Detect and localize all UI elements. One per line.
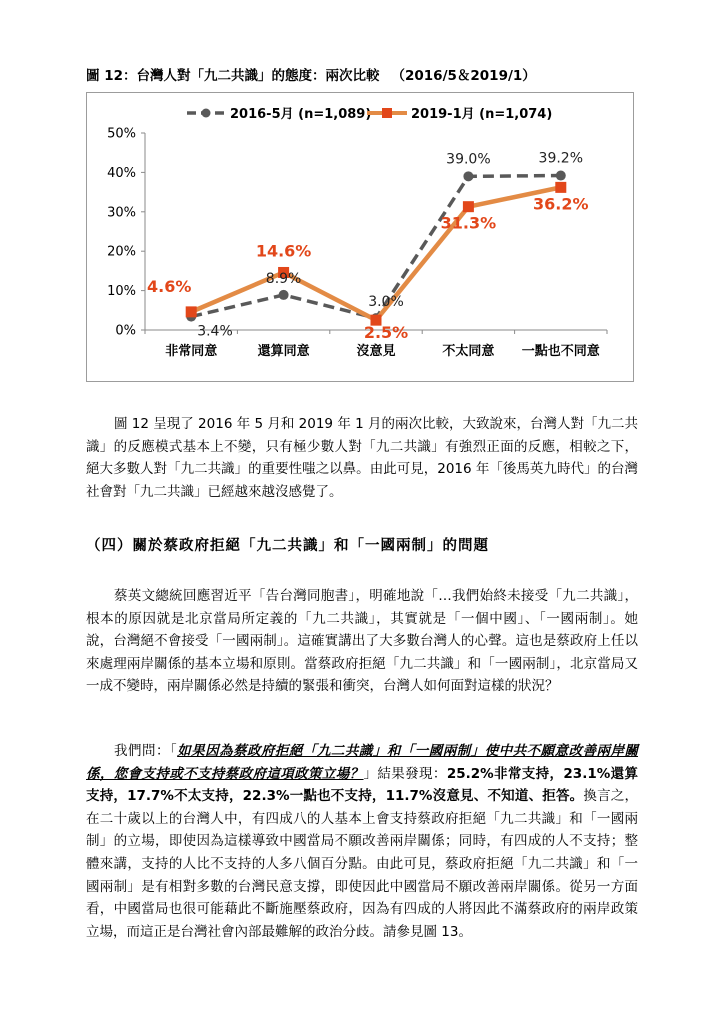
series-2-data-label: 4.6% [147,276,192,296]
survey-interpretation: 換言之，在二十歲以上的台灣人中，有四成八的人基本上會支持蔡政府拒絕「九二共識」和「一國兩制」的立場，即使因為這樣導致中國當局不願改善兩岸關係；同時，有四成的人不支持；整體來講，支持的人比不支持的人多八個百分點。由此可見，蔡政府拒絕「九二共識」和「一國兩制」是有相對多數的台灣民意支撐，即使因此中國當局不願改善兩岸關係。從另一方面看，中國當局也很可能藉此不斷施壓蔡政府，因為有四成的人將因此不滿蔡政府的兩岸政策立場，而這正是台灣社會內部最難解的政治分歧。請參見圖 13。 [86,788,638,940]
line-chart [87,93,633,381]
paragraph-tsai-response: 蔡英文總統回應習近平「告台灣同胞書」，明確地說「…我們始終未接受「九二共識」，根本的原因就是北京當局所定義的「九二共識」，其實就是「一個中國」、「一國兩制」。她說，台灣絕不會接受「一國兩制」。這確實講出了大多數台灣人的心聲。這也是蔡政府上任以來處理兩岸關係的基本立場和原則。當蔡政府拒絕「九二共識」和「一國兩制」，北京當局又一成不變時，兩岸關係必然是持續的緊張和衝突，台灣人如何面對這樣的狀況？ [86,588,638,695]
legend-label-series-2: 2019-1月 (n=1,074) [411,107,553,122]
chart-frame [86,92,634,382]
series-2-point [555,182,566,193]
section-heading: （四）關於蔡政府拒絕「九二共識」和「一國兩制」的問題 [86,537,489,554]
question-intro: 我們問：「 [114,743,178,759]
figure-caption [86,64,646,84]
y-tick-label: 0% [115,323,136,339]
legend-label-series-1: 2016-5月 (n=1,089) [230,107,372,122]
figure-title: 圖 12：台灣人對「九二共識」的態度：兩次比較 [86,68,380,84]
x-tick-label: 沒意見 [356,344,396,359]
paragraph-figure-12-summary: 圖 12 呈現了 2016 年 5 月和 2019 年 1 月的兩次比較，大致說來，台灣人對「九二共識」的反應模式基本上不變，只有極少數人對「九二共識」有強烈正面的反應，相較之下，絕大多數人對「九二共識」的重要性嗤之以鼻。由此可見，2016 年「後馬英九時代」的台灣社會對「九二共識」已經越來越沒感覺了。 [86,416,638,500]
series-1-point [463,171,473,181]
series-2-data-label: 31.3% [440,213,497,233]
y-tick-label: 10% [107,284,136,300]
legend-marker-series-1 [202,109,211,118]
series-2-point [463,201,474,212]
question-close: 」結果發現： [363,765,447,782]
y-tick-label: 30% [107,205,136,221]
series-2-data-label: 36.2% [533,194,589,214]
y-tick-label: 20% [107,244,136,260]
series-1-data-label: 8.9% [265,270,302,287]
series-1-point [556,171,566,181]
x-tick-label: 不太同意 [442,344,495,359]
series-1-point [279,290,289,300]
survey-question: 如果因為蔡政府拒絕「九二共識」和「一國兩制」使中共不願意改善兩岸關係，您會支持或不支持蔡政府這項政策立場？ [86,743,639,782]
series-2-data-label: 2.5% [363,323,409,343]
x-tick-label: 還算同意 [257,344,310,359]
x-tick-label: 非常同意 [165,344,218,359]
series-1-data-label: 3.4% [197,323,233,340]
series-1-data-label: 39.2% [538,150,584,167]
legend-marker-series-2 [382,108,392,118]
survey-results: 25.2%非常支持，23.1%還算支持，17.7%不太支持，22.3%一點也不支持，11.7%沒意見、不知道、拒答。 [86,765,639,805]
paragraph-survey-question [86,740,638,943]
series-2-data-label: 14.6% [255,241,312,261]
series-1-data-label: 39.0% [446,151,491,168]
series-2-point [186,306,197,317]
figure-dates: （2016/5＆2019/1） [391,68,536,84]
series-1-data-label: 3.0% [368,294,404,311]
y-tick-label: 40% [107,165,136,181]
x-tick-label: 一點也不同意 [521,344,600,359]
y-tick-label: 50% [107,126,136,142]
